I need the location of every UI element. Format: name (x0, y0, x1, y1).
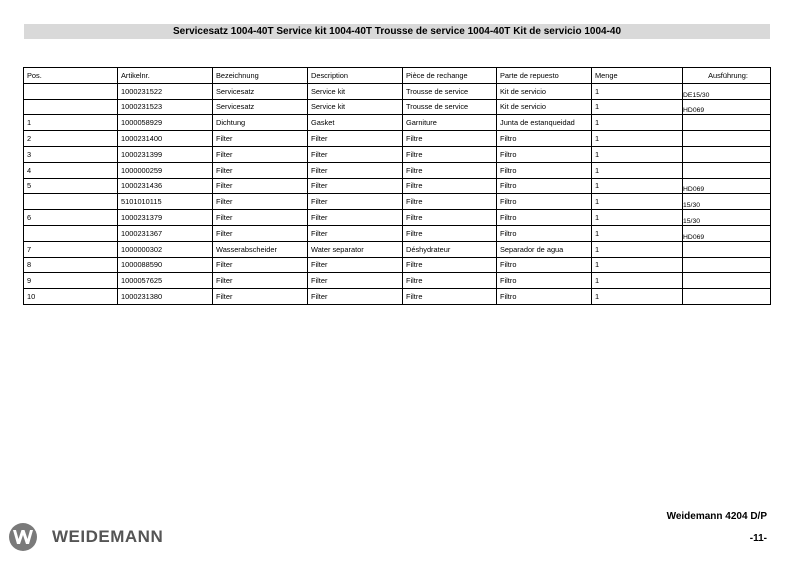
table-cell: 1 (592, 178, 683, 194)
brand-name: WEIDEMANN (52, 527, 164, 546)
table-cell: Filtre (403, 210, 497, 226)
table-cell: Filter (308, 273, 403, 289)
table-cell: Garniture (403, 115, 497, 131)
table-cell: Filter (308, 178, 403, 194)
table-row (24, 289, 771, 305)
table-cell: Filter (213, 273, 308, 289)
table-cell: 1000088590 (118, 257, 213, 273)
table-cell: HD069 (683, 99, 771, 115)
table-cell (683, 289, 771, 305)
table-cell (683, 131, 771, 147)
table-cell: 2 (24, 131, 118, 147)
column-header: Bezeichnung (213, 68, 308, 84)
table-cell: DE15/30 (683, 83, 771, 99)
table-row (24, 83, 771, 99)
table-cell: HD069 (683, 178, 771, 194)
table-cell: Filtre (403, 178, 497, 194)
column-header: Artikelnr. (118, 68, 213, 84)
table-cell: Junta de estanqueidad (497, 115, 592, 131)
table-cell: Filtre (403, 194, 497, 210)
table-cell (683, 146, 771, 162)
table-cell: Filter (308, 131, 403, 147)
column-header: Pos. (24, 68, 118, 84)
table-body (24, 83, 771, 304)
table-cell: Filter (308, 162, 403, 178)
table-cell: Filtre (403, 273, 497, 289)
table-cell: Filtro (497, 273, 592, 289)
table-cell: 5101010115 (118, 194, 213, 210)
table-cell: 1000000302 (118, 241, 213, 257)
table-cell: Filter (213, 210, 308, 226)
column-header: Parte de repuesto (497, 68, 592, 84)
model-label: Weidemann 4204 D/P (666, 511, 767, 522)
table-cell: Filtro (497, 162, 592, 178)
table-cell: 1000231436 (118, 178, 213, 194)
table-cell: Filter (308, 289, 403, 305)
column-header: Ausführung: (683, 68, 771, 84)
table-cell (683, 241, 771, 257)
table-cell: Filtre (403, 257, 497, 273)
table-row (24, 210, 771, 226)
table-cell: 1000000259 (118, 162, 213, 178)
table-cell: Filtre (403, 225, 497, 241)
table-row (24, 225, 771, 241)
table-cell: Trousse de service (403, 99, 497, 115)
table-cell: Filtre (403, 162, 497, 178)
table-cell: Filtro (497, 257, 592, 273)
table-cell: Wasserabscheider (213, 241, 308, 257)
table-cell: 1000231379 (118, 210, 213, 226)
table-cell: Service kit (308, 83, 403, 99)
table-cell: 1000231522 (118, 83, 213, 99)
table-cell: Filtro (497, 210, 592, 226)
table-cell: Service kit (308, 99, 403, 115)
table-row (24, 99, 771, 115)
table-cell: 15/30 (683, 210, 771, 226)
table-cell: Servicesatz (213, 99, 308, 115)
table-cell: Filter (213, 225, 308, 241)
table-row (24, 146, 771, 162)
table-cell (683, 115, 771, 131)
table-cell (24, 83, 118, 99)
table-cell: Filter (308, 146, 403, 162)
table-cell: Filter (213, 146, 308, 162)
table-cell: Water separator (308, 241, 403, 257)
table-cell: Filter (213, 178, 308, 194)
table-cell (683, 257, 771, 273)
table-cell: Filtro (497, 178, 592, 194)
table-row (24, 162, 771, 178)
table-cell: 1000231399 (118, 146, 213, 162)
page-number: -11- (749, 533, 767, 544)
table-cell: 7 (24, 241, 118, 257)
table-cell: Filter (213, 162, 308, 178)
table-cell: 1 (592, 225, 683, 241)
table-cell: 9 (24, 273, 118, 289)
table-cell: Filtro (497, 146, 592, 162)
table-cell: 1 (592, 83, 683, 99)
table-cell: 10 (24, 289, 118, 305)
table-cell: Servicesatz (213, 83, 308, 99)
table-cell: Filter (308, 257, 403, 273)
table-cell: 1000057625 (118, 273, 213, 289)
table-cell: 1 (592, 162, 683, 178)
table-cell: 1 (24, 115, 118, 131)
table-row (24, 273, 771, 289)
table-cell: Filtro (497, 289, 592, 305)
column-header: Menge (592, 68, 683, 84)
column-header: Pièce de rechange (403, 68, 497, 84)
table-cell: Filter (308, 210, 403, 226)
table-cell: Filtre (403, 146, 497, 162)
table-cell: Filter (308, 225, 403, 241)
table-row (24, 194, 771, 210)
table-cell: 1 (592, 257, 683, 273)
table-cell (24, 99, 118, 115)
table-cell: HD069 (683, 225, 771, 241)
table-cell: Déshydrateur (403, 241, 497, 257)
table-cell: Filter (213, 131, 308, 147)
table-cell: Filtro (497, 225, 592, 241)
table-cell: 15/30 (683, 194, 771, 210)
table-row (24, 131, 771, 147)
table-cell: Dichtung (213, 115, 308, 131)
parts-table (23, 67, 771, 305)
table-cell: Separador de agua (497, 241, 592, 257)
table-row (24, 178, 771, 194)
header-row (24, 68, 771, 84)
table-cell: 1 (592, 99, 683, 115)
table-cell (24, 225, 118, 241)
table-cell: Kit de servicio (497, 83, 592, 99)
table-cell: 1000231367 (118, 225, 213, 241)
table-cell: Filter (213, 257, 308, 273)
table-cell: 1 (592, 210, 683, 226)
table-cell: 1000231380 (118, 289, 213, 305)
table-cell: 6 (24, 210, 118, 226)
table-cell: Filtro (497, 194, 592, 210)
page-title: Servicesatz 1004-40T Service kit 1004-40T Trousse de service 1004-40T Kit de servicio 1004-40 (24, 24, 770, 39)
table-cell: Filter (213, 289, 308, 305)
table-cell: Trousse de service (403, 83, 497, 99)
table-cell: Filtro (497, 131, 592, 147)
table-cell (24, 194, 118, 210)
table-cell: 1 (592, 115, 683, 131)
table-cell: 5 (24, 178, 118, 194)
column-header: Description (308, 68, 403, 84)
table-row (24, 115, 771, 131)
table-cell: 1000058929 (118, 115, 213, 131)
table-cell: Kit de servicio (497, 99, 592, 115)
table-cell: 3 (24, 146, 118, 162)
table-cell: 1 (592, 131, 683, 147)
table-cell: Gasket (308, 115, 403, 131)
table-cell: 1 (592, 273, 683, 289)
table-cell: 1 (592, 289, 683, 305)
table-row (24, 241, 771, 257)
table-cell (683, 273, 771, 289)
table-cell (683, 162, 771, 178)
table-cell: 1 (592, 194, 683, 210)
table-cell: 1 (592, 241, 683, 257)
table-cell: 1000231400 (118, 131, 213, 147)
table-row (24, 257, 771, 273)
table-cell: Filtre (403, 131, 497, 147)
table-cell: Filter (213, 194, 308, 210)
table-cell: 1 (592, 146, 683, 162)
table-cell: Filtre (403, 289, 497, 305)
table-cell: Filter (308, 194, 403, 210)
table-cell: 1000231523 (118, 99, 213, 115)
table-cell: 8 (24, 257, 118, 273)
table-cell: 4 (24, 162, 118, 178)
